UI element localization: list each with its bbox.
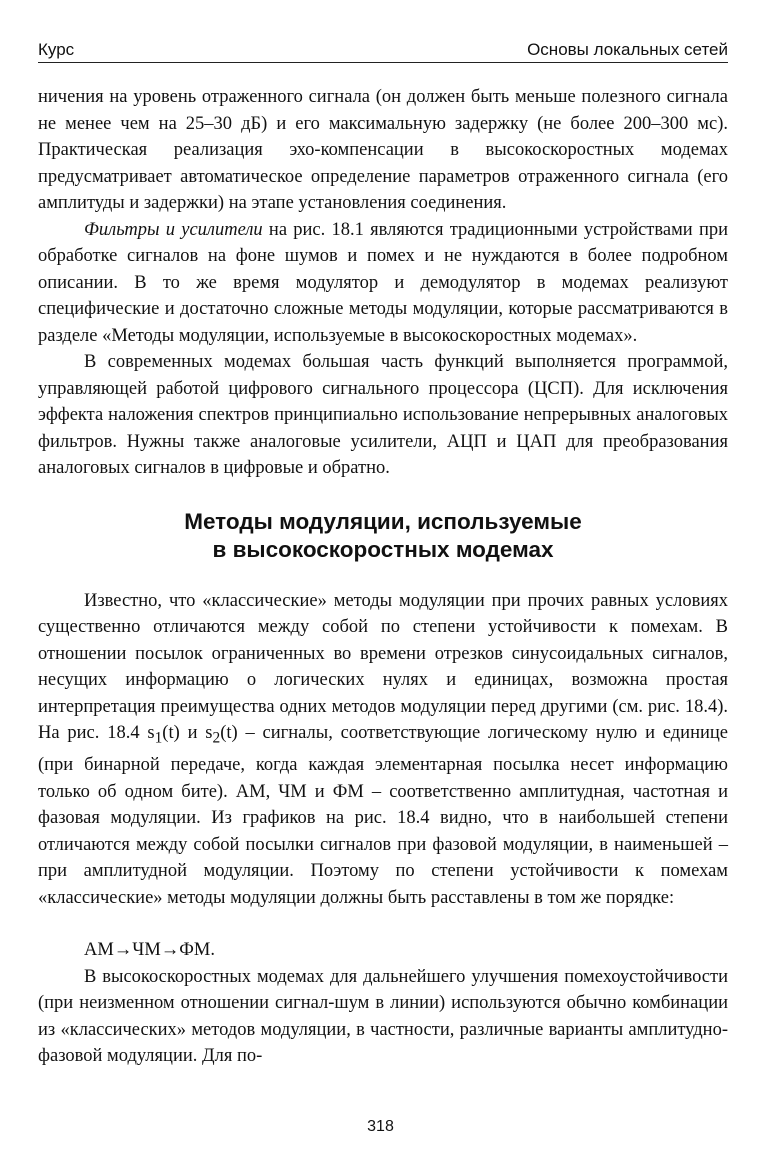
book-title: Основы локальных сетей <box>527 40 728 59</box>
section-heading <box>38 508 728 564</box>
paragraph-dsp: В современных модемах большая часть функций выполняется программой, управляющей работой цифрового сигнального процессора (ЦСП). Для исключения эффекта наложения спектров принципиально использование непрерывных аналоговых фильтров. Нужны также аналоговые усилители, АЦП и ЦАП для преобразования аналоговых сигналов в цифровые и обратно. <box>38 352 728 478</box>
text-part: (t) – сигналы, соответствующие логическому нулю и единице (при бинарной передаче, когда каждая элементарная посылка несет информацию только об одном бите). АМ, ЧМ и ФМ – соответственно амплитудная, частотная и фазовая модуляции. Из графиков на рис. 18.4 видно, что в наибольшей степени отличаются между собой посылки сигналов при фазовой модуляции, в наименьшей – при амплитудной модуляции. Поэтому по степени устойчивости к помехам «классические» методы модуляции должны быть расставлены в том же порядке: <box>38 723 728 908</box>
running-header <box>38 38 728 63</box>
italic-term: Фильтры и усилители <box>84 219 263 240</box>
page-number: 318 <box>367 1118 394 1135</box>
section-heading-line2: в высокоскоростных модемах <box>212 536 554 562</box>
text-part: Известно, что «классические» методы модуляции при прочих равных условиях существенно отличаются между собой по степени устойчивости к помехам. В отношении посылок ограниченных во времени отрезков синусоидальных сигналов, несущих информацию о логических нулях и единицах, возможна простая интерпретация преимущества одних методов модуляции перед другими (см. рис. 18.4). На рис. 18.4 s <box>38 590 728 743</box>
text-part: (t) и s <box>162 723 213 743</box>
page-body <box>38 84 728 1070</box>
paragraph-highspeed: В высокоскоростных модемах для дальнейшего улучшения помехоустойчивости (при неизменном отношении сигнал-шум в линии) используются обычно комбинации из «классических» методов модуляции, в частности, различные варианты амплитудно-фазовой модуляции. Для по- <box>38 966 728 1067</box>
section-heading-line1: Методы модуляции, используемые <box>184 508 582 534</box>
subscript: 2 <box>212 729 221 747</box>
paragraph-filters <box>38 217 728 350</box>
paragraph-continuation: ничения на уровень отраженного сигнала (он должен быть меньше полезного сигнала не менее чем на 25–30 дБ) и его максимальную задержку (не более 200–300 мс). Практическая реализация эхо-компенсации в высокоскоростных модемах предусматривает автоматическое определение параметров отраженного сигнала (его амплитуды и задержки) на этапе установления соединения. <box>38 87 728 213</box>
paragraph-filters-text: на рис. 18.1 являются традиционными устройствами при обработке сигналов на фоне шумов и помех и не нуждаются в более подробном описании. В то же время модулятор и демодулятор в модемах реализуют специфические и достаточно сложные методы модуляции, которые рассматриваются в разделе «Методы модуляции, используемые в высокоскоростных модемах». <box>38 219 728 346</box>
paragraph-modulation <box>38 588 728 912</box>
course-label: Курс <box>38 40 75 59</box>
subscript: 1 <box>154 729 163 747</box>
formula-order: АМ→ЧМ→ФМ. <box>84 940 215 961</box>
